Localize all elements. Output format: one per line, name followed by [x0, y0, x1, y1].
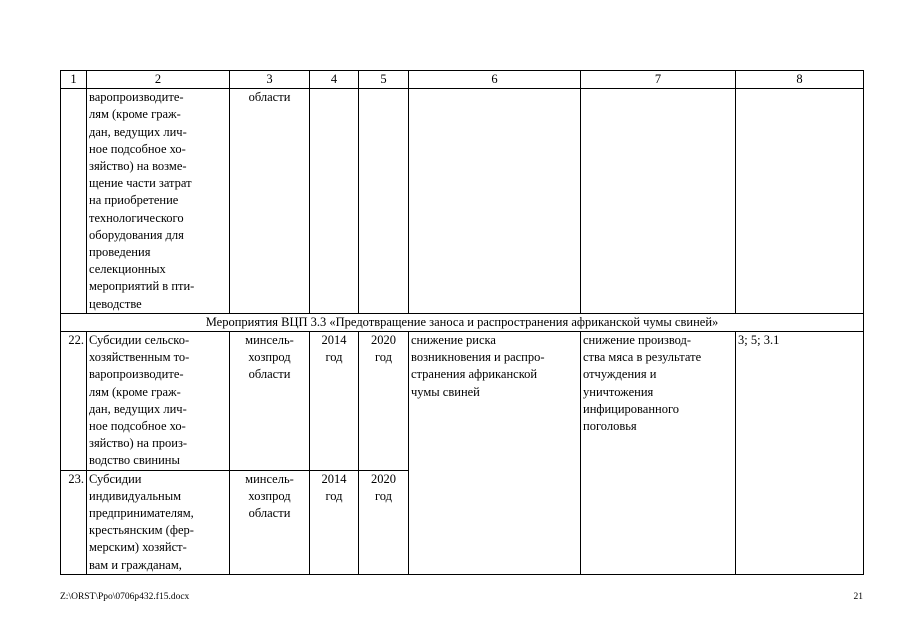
section-row — [61, 313, 864, 331]
start-year-cell: 2014 год — [310, 470, 359, 574]
header-cell: 7 — [581, 71, 736, 89]
table-header-row — [61, 71, 864, 89]
page-number: 21 — [853, 592, 863, 602]
subsidy-description: варопроизводите- лям (кроме граж- дан, ведущих лич- ное подсобное хо- зяйство) на возме- щение части затрат на приобретение технологического оборудования для проведения селекционных мероприятий в пти- цеводстве — [87, 89, 230, 314]
table-row-22 — [61, 332, 864, 471]
header-cell: 3 — [230, 71, 310, 89]
section-title: Мероприятия ВЦП 3.3 «Предотвращение заноса и распространения африканской чумы свиней» — [61, 313, 864, 331]
subsidy-description: Субсидии индивидуальным предпринимателям, крестьянским (фер- мерским) хозяйст- вам и гражданам, — [87, 470, 230, 574]
start-year-cell: 2014 год — [310, 332, 359, 471]
end-year-cell: 2020 год — [359, 470, 409, 574]
header-cell: 6 — [409, 71, 581, 89]
row-number: 22. — [61, 332, 87, 471]
header-cell: 2 — [87, 71, 230, 89]
end-year-cell: 2020 год — [359, 332, 409, 471]
indicator-link-cell: 3; 5; 3.1 — [736, 332, 864, 575]
subsidy-description: Субсидии сельско- хозяйственным то- варопроизводите- лям (кроме граж- дан, ведущих лич- ное подсобное хо- зяйство) на произ- водство свинины — [87, 332, 230, 471]
consequences-cell: снижение производ- ства мяса в результате отчуждения и уничтожения инфицированного поголовья — [581, 332, 736, 575]
executor-cell: минсель- хозпрод области — [230, 332, 310, 471]
row-number: 23. — [61, 470, 87, 574]
measures-table — [60, 70, 864, 575]
header-cell: 4 — [310, 71, 359, 89]
file-path: Z:\ORST\Ppo\0706p432.f15.docx — [60, 592, 190, 602]
executor-cell: минсель- хозпрод области — [230, 470, 310, 574]
table-row-continued — [61, 89, 864, 314]
header-cell: 8 — [736, 71, 864, 89]
header-cell: 1 — [61, 71, 87, 89]
executor-cell: области — [230, 89, 310, 314]
expected-result-cell: снижение риска возникновения и распро- странения африканской чумы свиней — [409, 332, 581, 575]
header-cell: 5 — [359, 71, 409, 89]
